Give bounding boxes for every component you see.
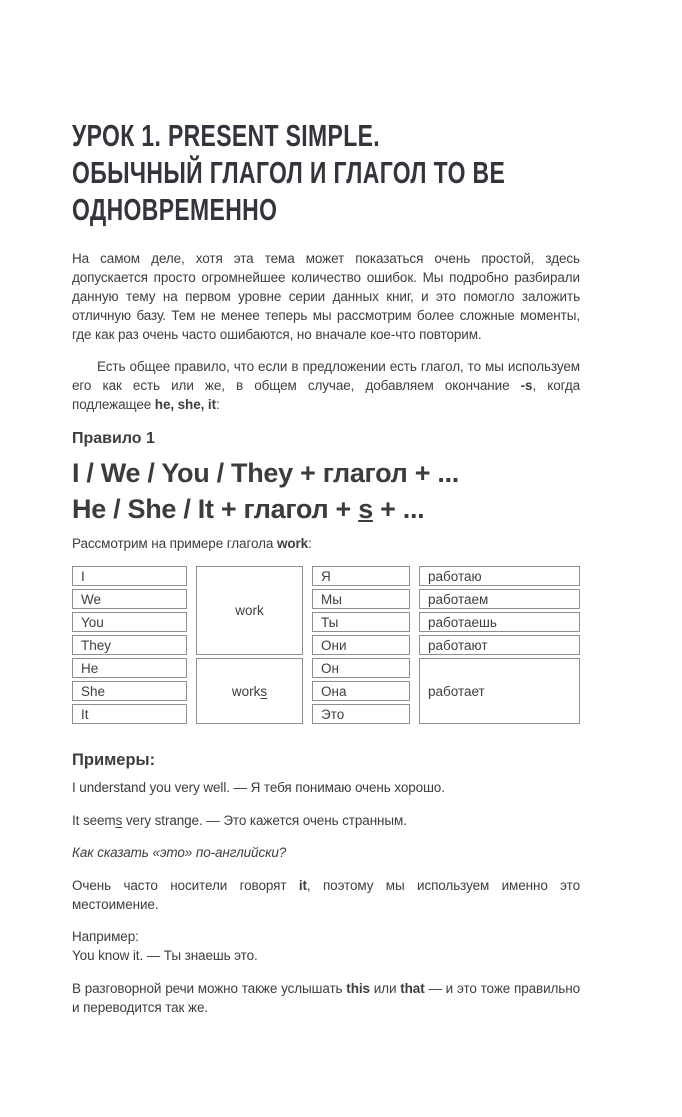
for-example-label: Например: (72, 929, 139, 945)
table-cell: You (72, 612, 187, 632)
table-intro: Рассмотрим на примере глагола work: (72, 535, 312, 551)
table-cell: work s (196, 658, 303, 724)
table-cell: work (196, 566, 303, 655)
example-line-1: I understand you very well. — Я тебя понимаю очень хорошо. (72, 780, 445, 796)
table-cell: Я (312, 566, 410, 586)
table-cell: Ты (312, 612, 410, 632)
title-line-1: УРОК 1. PRESENT SIMPLE. (72, 118, 381, 153)
for-example-paragraph (72, 927, 580, 965)
example-line-2: It seems very strange. — Это кажется очень странным. (72, 812, 407, 828)
table-cell: Мы (312, 589, 410, 609)
table-cell: Она (312, 681, 410, 701)
table-cell: работают (419, 635, 580, 655)
table-cell: работаю (419, 566, 580, 586)
for-example-sentence: You know it. — Ты знаешь это. (72, 948, 258, 964)
closing-paragraph: В разговорной речи можно также услышать this или that — и это тоже правильно и переводится так же. (72, 980, 581, 1015)
table-cell: Они (312, 635, 410, 655)
answer-paragraph: Очень часто носители говорят it, поэтому мы используем именно это местоимение. (72, 877, 580, 912)
table-cell: работает (419, 658, 580, 724)
title-line-2: ОБЫЧНЫЙ ГЛАГОЛ И ГЛАГОЛ TO BE (72, 155, 506, 190)
page-title (72, 117, 580, 228)
formula-line-1: I / We / You / They + глагол + ... (72, 457, 459, 488)
table-cell: They (72, 635, 187, 655)
table-cell: работаешь (419, 612, 580, 632)
book-page (0, 117, 682, 1117)
table-cell: It (72, 704, 187, 724)
formula-line-2: He / She / It + глагол + s + ... (72, 493, 425, 524)
table-cell: She (72, 681, 187, 701)
title-line-3: ОДНОВРЕМЕННО (72, 192, 278, 227)
table-cell: работаем (419, 589, 580, 609)
table-cell: I (72, 566, 187, 586)
table-cell: Это (312, 704, 410, 724)
examples-heading: Примеры: (72, 751, 156, 770)
table-cell: Он (312, 658, 410, 678)
table-cell: We (72, 589, 187, 609)
rule-heading: Правило 1 (72, 429, 155, 447)
intro-paragraph: На самом деле, хотя эта тема может показаться очень простой, здесь допускается просто огромнейшее количество ошибок. Мы подробно разбирали данную тему на первом уровне серии данных книг, и это помогло заложить отличную базу. Тем не менее теперь мы рассмотрим более сложные моменты, где как раз очень часто ошибаются, но вначале кое-что повторим. (72, 250, 580, 342)
question-line: Как сказать «это» по-английски? (72, 845, 287, 861)
page-content (72, 117, 580, 1017)
rule-intro-paragraph: Есть общее правило, что если в предложении есть глагол, то мы используем его как есть или же, в общем случае, добавляем окончание -s, когда подлежащее he, she, it: (72, 359, 581, 413)
conjugation-table (72, 566, 580, 724)
table-cell: He (72, 658, 187, 678)
